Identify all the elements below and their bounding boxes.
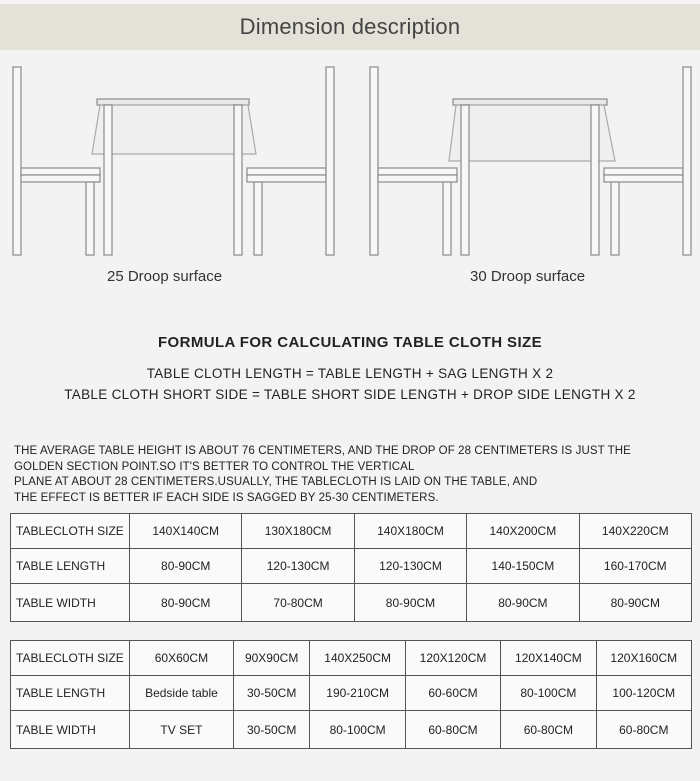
row-label: TABLECLOTH SIZE [11,641,130,676]
table-cell: 80-90CM [354,584,466,622]
table-cell: 30-50CM [233,711,310,749]
row-label: TABLECLOTH SIZE [11,514,130,549]
paragraph-line: THE AVERAGE TABLE HEIGHT IS ABOUT 76 CENTIMETERS, AND THE DROP OF 28 CENTIMETERS IS JUST THE [14,445,631,457]
table-cell: 70-80CM [242,584,354,622]
table-row [11,584,692,622]
table-cell: 80-90CM [579,584,691,622]
table-cell: 90X90CM [233,641,310,676]
table-cell: 100-120CM [596,676,691,711]
table-illustrations [0,62,700,262]
table-cell: Bedside table [130,676,234,711]
table-row [11,641,692,676]
table-cell: 60-80CM [596,711,691,749]
table-cell: 140-150CM [467,549,579,584]
table-row [11,549,692,584]
paragraph-line: GOLDEN SECTION POINT.SO IT'S BETTER TO CONTROL THE VERTICAL [14,460,415,473]
formula-title: FORMULA FOR CALCULATING TABLE CLOTH SIZE [157,334,542,351]
table-cell: 60-80CM [501,711,596,749]
table-cell: 60X60CM [130,641,234,676]
table-cell: 130X180CM [242,514,354,549]
size-table-2 [10,640,692,749]
height-note-paragraph [14,444,694,506]
header-banner [0,4,700,50]
table-cell: 120-130CM [242,549,354,584]
table-cell: TV SET [130,711,234,749]
table-cell: 120-130CM [354,549,466,584]
table-row [11,711,692,749]
table-cell: 60-60CM [405,676,500,711]
table-cell: 140X180CM [354,514,466,549]
table-cell: 190-210CM [310,676,405,711]
table-cell: 80-90CM [130,549,242,584]
table-cell: 120X120CM [405,641,500,676]
table-cell: 80-90CM [467,584,579,622]
row-label: TABLE WIDTH [11,584,130,622]
illustration-25-droop [13,67,334,255]
table-cell: 120X140CM [501,641,596,676]
table-cell: 140X220CM [579,514,691,549]
table-cell: 30-50CM [233,676,310,711]
table-row [11,514,692,549]
row-label: TABLE WIDTH [11,711,130,749]
size-table-1 [10,513,692,622]
table-cell: 140X140CM [130,514,242,549]
caption-30-droop: 30 Droop surface [470,268,586,285]
formula-length: TABLE CLOTH LENGTH = TABLE LENGTH + SAG LENGTH X 2 [146,366,554,381]
row-label: TABLE LENGTH [11,549,130,584]
table-cell: 140X250CM [310,641,405,676]
table-cell: 80-100CM [501,676,596,711]
paragraph-line: PLANE AT ABOUT 28 CENTIMETERS.USUALLY, THE TABLECLOTH IS LAID ON THE TABLE, AND [14,476,538,488]
table-cell: 160-170CM [579,549,691,584]
caption-25-droop: 25 Droop surface [107,268,223,285]
table-row [11,676,692,711]
table-cell: 120X160CM [596,641,691,676]
formula-short-side: TABLE CLOTH SHORT SIDE = TABLE SHORT SIDE LENGTH + DROP SIDE LENGTH X 2 [64,387,636,402]
page-title: Dimension description [239,14,461,39]
row-label: TABLE LENGTH [11,676,130,711]
illustration-30-droop [370,67,691,255]
table-cell: 140X200CM [467,514,579,549]
table-cell: 60-80CM [405,711,500,749]
table-cell: 80-100CM [310,711,405,749]
table-cell: 80-90CM [130,584,242,622]
paragraph-line: THE EFFECT IS BETTER IF EACH SIDE IS SAGGED BY 25-30 CENTIMETERS. [14,491,439,504]
